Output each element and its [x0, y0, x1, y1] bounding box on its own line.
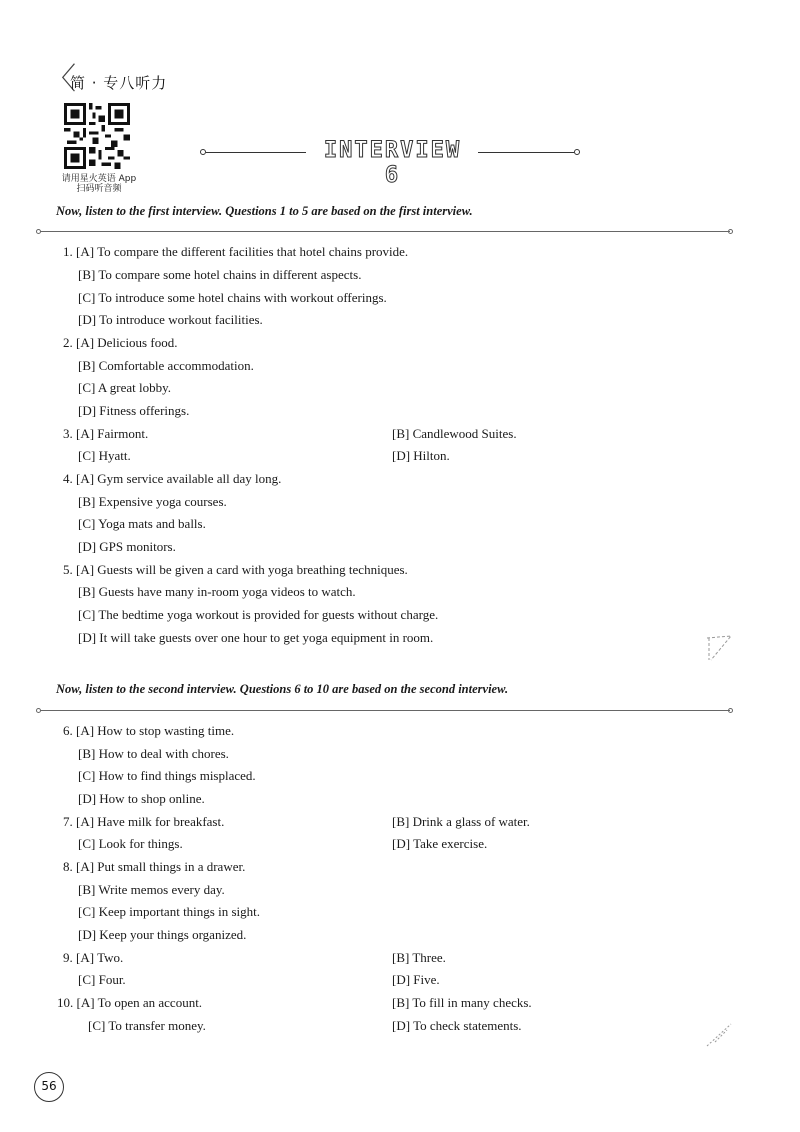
option-item	[392, 995, 532, 1011]
option-label: [C]	[78, 904, 96, 919]
option-label: [C]	[78, 448, 96, 463]
option-label: [C]	[78, 836, 96, 851]
option-item	[78, 494, 227, 510]
section-title: INTERVIEW 6	[323, 138, 462, 188]
header-title: 简 · 专八听力	[70, 74, 168, 92]
option-text: Candlewood Suites.	[412, 426, 517, 441]
option-item	[78, 791, 205, 807]
option-label: [A]	[76, 426, 95, 441]
question-number: 9.	[63, 950, 73, 965]
option-text: Hyatt.	[98, 448, 131, 463]
option-item	[78, 836, 183, 852]
divider	[206, 152, 306, 153]
option-text: Five.	[413, 972, 440, 987]
option-label: [C]	[78, 290, 96, 305]
option-text: To compare the different facilities that hotel chains provide.	[97, 244, 409, 259]
option-text: Delicious food.	[97, 335, 178, 350]
question-number: 8.	[63, 859, 73, 874]
option-item	[78, 972, 126, 988]
option-text: The bedtime yoga workout is provided for guests without charge.	[98, 607, 439, 622]
option-label: [B]	[78, 584, 96, 599]
option-item	[78, 403, 189, 419]
qr-caption-line2: 扫码听音频	[76, 184, 122, 194]
question-number: 1.	[63, 244, 73, 259]
option-label: [D]	[78, 539, 97, 554]
option-item	[78, 904, 260, 920]
option-text: Yoga mats and balls.	[98, 516, 206, 531]
option-label: [B]	[392, 426, 410, 441]
option-item	[78, 927, 246, 943]
interview1-instruction: Now, listen to the first interview. Questions 1 to 5 are based on the first interview.	[56, 204, 473, 218]
option-item	[78, 746, 229, 762]
header-logo	[40, 62, 170, 98]
option-item	[392, 1018, 522, 1034]
option-label: [B]	[392, 995, 410, 1010]
option-item	[78, 539, 176, 555]
option-item	[392, 972, 440, 988]
option-text: Drink a glass of water.	[412, 814, 530, 829]
option-label: [C]	[78, 768, 96, 783]
option-label: [B]	[78, 494, 96, 509]
question-10	[57, 995, 202, 1011]
page-number: 56	[34, 1072, 64, 1102]
option-label: [A]	[76, 995, 95, 1010]
circle-icon	[728, 708, 733, 713]
question-number: 3.	[63, 426, 73, 441]
circle-icon	[574, 149, 580, 155]
option-item	[78, 607, 438, 623]
option-text: To check statements.	[413, 1018, 522, 1033]
qr-caption-line1: 请用星火英语 App	[61, 174, 137, 184]
option-item	[78, 312, 263, 328]
option-label: [D]	[392, 972, 411, 987]
divider	[478, 152, 574, 153]
option-label: [B]	[392, 814, 410, 829]
option-text: To introduce some hotel chains with workout offerings.	[98, 290, 387, 305]
option-text: Have milk for breakfast.	[97, 814, 225, 829]
option-text: Expensive yoga courses.	[98, 494, 227, 509]
option-label: [A]	[76, 950, 95, 965]
option-text: Two.	[97, 950, 124, 965]
option-text: To introduce workout facilities.	[99, 312, 263, 327]
option-label: [C]	[88, 1018, 106, 1033]
circle-icon	[728, 229, 733, 234]
option-label: [A]	[76, 814, 95, 829]
option-label: [A]	[76, 471, 95, 486]
circle-icon	[36, 229, 41, 234]
option-label: [A]	[76, 335, 95, 350]
option-label: [D]	[392, 448, 411, 463]
option-text: How to shop online.	[99, 791, 205, 806]
option-text: How to find things misplaced.	[98, 768, 256, 783]
option-item	[392, 814, 530, 830]
option-item	[78, 584, 356, 600]
option-item	[392, 836, 487, 852]
option-label: [B]	[392, 950, 410, 965]
question-3	[63, 426, 148, 442]
question-5	[63, 562, 408, 578]
option-text: Write memos every day.	[98, 882, 225, 897]
option-label: [A]	[76, 562, 95, 577]
option-text: Fairmont.	[97, 426, 149, 441]
question-number: 2.	[63, 335, 73, 350]
option-text: To transfer money.	[108, 1018, 206, 1033]
question-1	[63, 244, 408, 260]
option-text: To open an account.	[97, 995, 203, 1010]
divider	[40, 710, 730, 711]
circle-icon	[36, 708, 41, 713]
option-label: [A]	[76, 859, 95, 874]
option-text: Look for things.	[98, 836, 183, 851]
option-text: How to deal with chores.	[98, 746, 229, 761]
question-2	[63, 335, 177, 351]
question-number: 4.	[63, 471, 73, 486]
option-text: Hilton.	[413, 448, 450, 463]
option-label: [D]	[78, 312, 97, 327]
pencil-mark-icon	[705, 634, 735, 664]
option-item	[78, 267, 361, 283]
question-8	[63, 859, 245, 875]
option-item	[392, 950, 446, 966]
option-item	[392, 426, 517, 442]
question-4	[63, 471, 281, 487]
section-title-banner	[200, 138, 580, 188]
option-label: [A]	[76, 244, 95, 259]
option-text: How to stop wasting time.	[97, 723, 235, 738]
option-item	[78, 630, 433, 646]
option-label: [C]	[78, 380, 96, 395]
interview2-instruction: Now, listen to the second interview. Questions 6 to 10 are based on the second interview.	[56, 682, 509, 696]
option-label: [B]	[78, 882, 96, 897]
question-number: 10.	[57, 995, 74, 1010]
option-label: [D]	[78, 927, 97, 942]
option-text: Guests will be given a card with yoga breathing techniques.	[97, 562, 408, 577]
option-text: Keep important things in sight.	[98, 904, 260, 919]
question-6	[63, 723, 234, 739]
option-item	[88, 1018, 206, 1034]
option-text: Gym service available all day long.	[97, 471, 282, 486]
option-text: Four.	[98, 972, 126, 987]
option-item	[392, 448, 450, 464]
question-number: 5.	[63, 562, 73, 577]
option-label: [D]	[78, 630, 97, 645]
option-label: [B]	[78, 746, 96, 761]
option-text: Keep your things organized.	[99, 927, 247, 942]
option-label: [D]	[78, 403, 97, 418]
option-text: Fitness offerings.	[99, 403, 190, 418]
option-label: [B]	[78, 358, 96, 373]
option-text: To compare some hotel chains in different aspects.	[98, 267, 362, 282]
option-text: GPS monitors.	[99, 539, 176, 554]
option-label: [C]	[78, 607, 96, 622]
option-text: Guests have many in-room yoga videos to watch.	[98, 584, 356, 599]
option-item	[78, 290, 387, 306]
qr-caption	[54, 174, 144, 194]
option-item	[78, 380, 171, 396]
option-label: [C]	[78, 516, 96, 531]
option-text: To fill in many checks.	[412, 995, 532, 1010]
qr-code-icon[interactable]	[64, 103, 130, 169]
option-label: [D]	[392, 1018, 411, 1033]
option-item	[78, 768, 256, 784]
option-text: Three.	[412, 950, 446, 965]
option-item	[78, 358, 254, 374]
option-label: [A]	[76, 723, 95, 738]
bracket-icon: 〈	[46, 62, 76, 97]
option-label: [D]	[392, 836, 411, 851]
option-text: Comfortable accommodation.	[98, 358, 254, 373]
option-label: [C]	[78, 972, 96, 987]
question-number: 7.	[63, 814, 73, 829]
option-text: Put small things in a drawer.	[97, 859, 246, 874]
option-label: [B]	[78, 267, 96, 282]
option-item	[78, 516, 206, 532]
question-9	[63, 950, 123, 966]
pencil-mark-icon	[705, 1022, 735, 1050]
option-text: Take exercise.	[413, 836, 488, 851]
option-text: A great lobby.	[97, 380, 172, 395]
divider	[40, 231, 730, 232]
question-7	[63, 814, 224, 830]
question-number: 6.	[63, 723, 73, 738]
option-label: [D]	[78, 791, 97, 806]
option-item	[78, 882, 225, 898]
option-text: It will take guests over one hour to get yoga equipment in room.	[99, 630, 434, 645]
option-item	[78, 448, 131, 464]
